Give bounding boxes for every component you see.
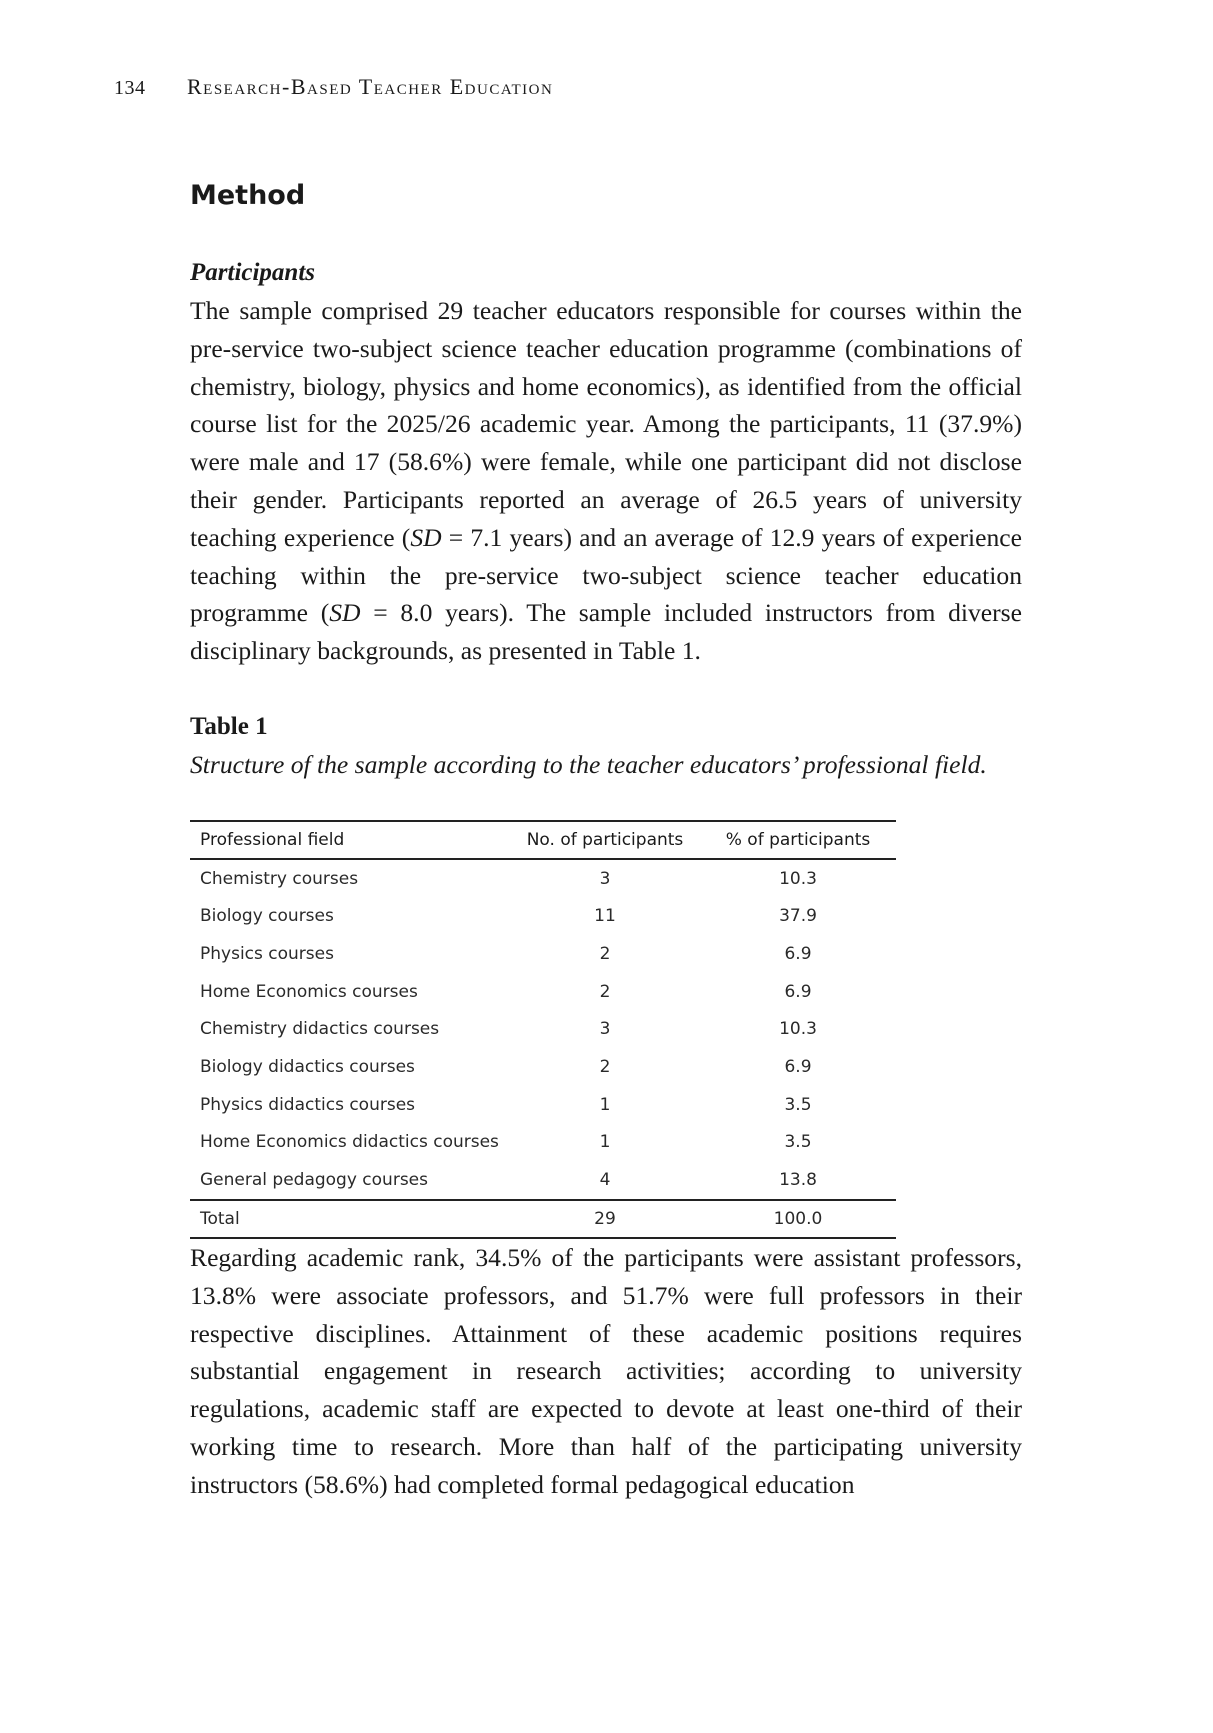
cell-pct: 6.9 bbox=[784, 981, 812, 1002]
cell-n: 2 bbox=[599, 1057, 611, 1078]
table-row bbox=[190, 859, 896, 898]
table-row bbox=[190, 1011, 896, 1049]
table-row bbox=[190, 1124, 896, 1162]
paragraph1-part-b: = 7.1 years) and an average of 12.9 years of experience teaching within the pre-service two-subject science teacher education programme ( bbox=[190, 522, 1023, 628]
page-number: 134 bbox=[114, 77, 146, 99]
cell-pct: 37.9 bbox=[779, 906, 817, 927]
cell-field: Home Economics didactics courses bbox=[200, 1132, 499, 1153]
cell-field: Biology courses bbox=[200, 906, 334, 927]
cell-pct: 10.3 bbox=[779, 868, 817, 889]
cell-n: 4 bbox=[599, 1170, 611, 1191]
paragraph1-part-c: = 8.0 years). The sample included instructors from diverse disciplinary backgrounds, as presented in Table 1. bbox=[190, 598, 1022, 666]
table-total-row bbox=[190, 1200, 896, 1238]
cell-total-pct: 100.0 bbox=[700, 1200, 896, 1238]
cell-field: Home Economics courses bbox=[200, 981, 418, 1002]
cell-n: 3 bbox=[599, 868, 611, 889]
cell-field: Physics didactics courses bbox=[200, 1094, 416, 1115]
header-no-participants: No. of participants bbox=[510, 821, 700, 859]
cell-pct: 10.3 bbox=[779, 1019, 817, 1040]
cell-n: 11 bbox=[594, 906, 616, 927]
cell-pct: 6.9 bbox=[784, 1057, 812, 1078]
participants-table bbox=[190, 820, 896, 1239]
sd-symbol: SD bbox=[329, 598, 361, 628]
table-row bbox=[190, 1086, 896, 1124]
section-title: Method bbox=[190, 180, 306, 211]
paragraph-participants bbox=[190, 292, 1022, 670]
table-row bbox=[190, 1048, 896, 1086]
paragraph-academic-rank: Regarding academic rank, 34.5% of the participants were assistant professors, 13.8% were associate professors, and 51.7% were full professors in their respective disciplines. Attainment of these academic positions requires substantial engagement in research activities; according to university regulations, academic staff are expected to devote at least one-third of their working time to research. More than half of the participating university instructors (58.6%) had completed formal pedagogical education bbox=[190, 1242, 1022, 1499]
cell-n: 2 bbox=[599, 943, 611, 964]
cell-pct: 13.8 bbox=[779, 1170, 817, 1191]
subsection-title: Participants bbox=[190, 259, 316, 286]
running-head-title: Research-Based Teacher Education bbox=[187, 74, 554, 99]
cell-n: 2 bbox=[599, 981, 611, 1002]
cell-n: 1 bbox=[599, 1094, 611, 1115]
cell-field: General pedagogy courses bbox=[200, 1170, 428, 1191]
table-label: Table 1 bbox=[190, 712, 268, 740]
cell-n: 3 bbox=[599, 1019, 611, 1040]
cell-field: Chemistry didactics courses bbox=[200, 1019, 440, 1040]
table-row bbox=[190, 935, 896, 973]
cell-total-label: Total bbox=[190, 1200, 510, 1238]
cell-pct: 3.5 bbox=[784, 1132, 812, 1153]
table-row bbox=[190, 973, 896, 1011]
table-row bbox=[190, 897, 896, 935]
cell-field: Chemistry courses bbox=[200, 868, 359, 889]
cell-total-n: 29 bbox=[510, 1200, 700, 1238]
table-header-row bbox=[190, 821, 896, 859]
cell-field: Physics courses bbox=[200, 943, 334, 964]
table-row bbox=[190, 1161, 896, 1200]
paragraph1-part-a: The sample comprised 29 teacher educators responsible for courses within the pre-service two-subject science teacher education programme (combinations of chemistry, biology, physics and home economics), as identified from the official course list for the 2025/26 academic year. Among the participants, 11 (37.9%) were male and 17 (58.6%) were female, while one participant did not disclose their gender. Participants reported an average of 26.5 years of university teaching experience ( bbox=[190, 296, 1022, 552]
running-head bbox=[114, 74, 553, 100]
header-professional-field: Professional field bbox=[190, 821, 510, 859]
cell-n: 1 bbox=[599, 1132, 611, 1153]
cell-pct: 3.5 bbox=[784, 1094, 812, 1115]
sd-symbol: SD bbox=[410, 522, 442, 552]
header-pct-participants: % of participants bbox=[700, 821, 896, 859]
cell-pct: 6.9 bbox=[784, 943, 812, 964]
cell-field: Biology didactics courses bbox=[200, 1057, 415, 1078]
table-caption: Structure of the sample according to the teacher educators’ professional field. bbox=[190, 749, 987, 779]
main-content bbox=[190, 176, 1022, 1504]
